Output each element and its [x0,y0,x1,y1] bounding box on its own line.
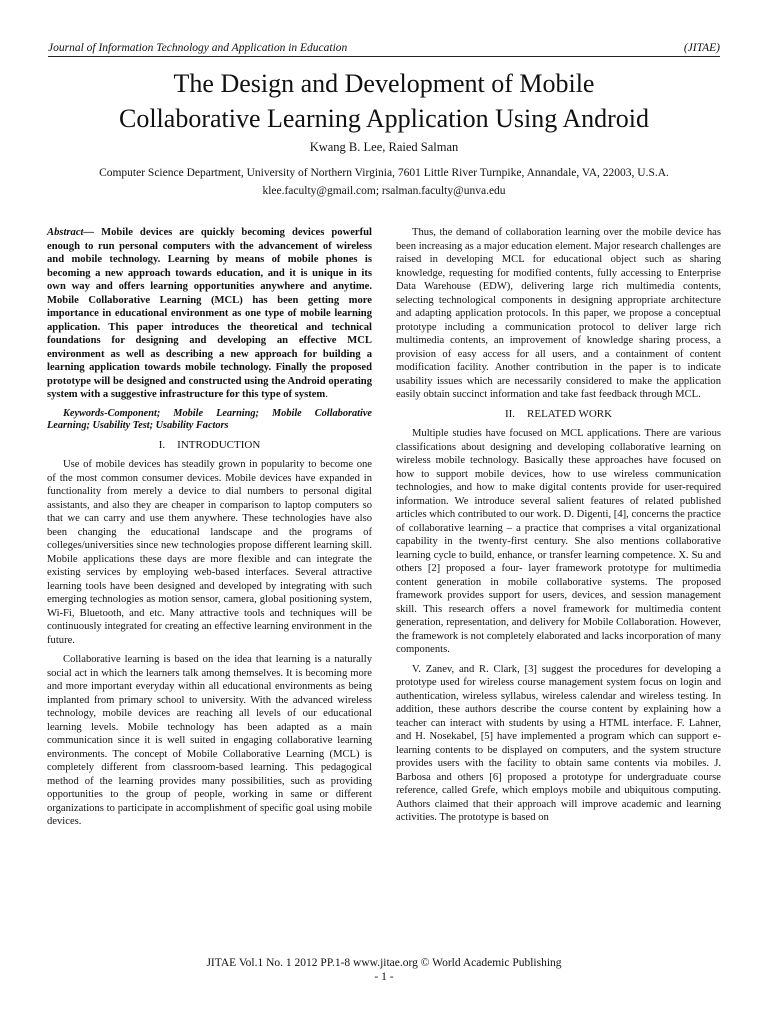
section-number: II. [504,407,516,420]
footer-citation: JITAE Vol.1 No. 1 2012 PP.1-8 www.jitae.org © World Academic Publishing [206,957,562,969]
abstract-tail: . [325,389,328,400]
section-title: INTRODUCTION [177,438,261,451]
section-title: RELATED WORK [527,407,613,420]
affiliation [40,164,728,200]
related-paragraph-2: V. Zanev, and R. Clark, [3] suggest the procedures for developing a prototype used for wireless course management system focus on login and authentication, wireless syllabus, wireless calendar and wireless testing. In addition, these authors describe the course content by explaining how a teacher can interact with students by using a HTML interface. F. Lahner, and H. Nosekabel, [5] have implemented a program which can support e-learning contents to be displayed on computers, and the system structure provides users with the facility to obtain same contents via mobiles. J. Barbosa and others [6] proposed a prototype for undergraduate course reference, called Grefe, which employs mobile and ubiquitous computing. Authors claimed that their approach will improve academic and learning activities. The prototype is based on [396,663,721,823]
abstract-lead: Abstract— [47,227,95,238]
title-line-1: The Design and Development of Mobile [173,69,595,98]
authors: Kwang B. Lee, Raied Salman [309,140,459,154]
running-header [48,42,720,57]
related-paragraph-1: Multiple studies have focused on MCL applications. There are various classifications about designing and developing collaborative learning on wireless mobile technology. Basically these approaches have focused on how to support mobile devices, how to use wireless communication technologies, and how to make digital contents provide for user-required information. We introduce several salient features of related published articles which contributed to our work. D. Digenti, [4], concerns the practice of collaborative learning – a practice that comprises a vital organizational capability in the twenty-first century. She also mentions collaborative learning cycle to build, enhance, or transfer learning competence. X. Su and others [2] proposed a four- layer framework prototype for multimedia content generation in mobile collaborative systems. The proposed framework provides support for users, devices, and session management skill. This research offers a novel framework for multimedia content generation, representation, and delivery for Mobile Collaboration. However, the framework is not completely elaborated and lacks incorporation of many components. [396,428,721,655]
journal-name: Journal of Information Technology and Application in Education [48,42,348,54]
left-column [47,226,372,835]
journal-abbrev: (JITAE) [683,42,720,54]
page-footer [40,956,728,984]
paper-title [40,66,728,136]
section-heading-related-work [396,408,721,422]
intro-paragraph-3: Thus, the demand of collaboration learning over the mobile device has been increasing as a major education element. Major research challenges are raised in developing MCL for educational object such as sharing knowledge, requesting for modified contents, fully accessing to Enterprise Data Warehouse (EDW), delivering large rich multimedia contents, selecting technological components in designing appropriate architecture and adapting application protocols. In this paper, we propose a conceptual prototype including a communication protocol to deliver large rich multimedia contents, an improvement of knowledge sharing process, a provision of easy access for all users, and a containment of content modification facility. Another contribution in the paper is to indicate usability issues which are necessarily considered to make the application easily obtain succinct information and take fast feedback through MCL. [396,227,721,400]
affiliation-address: Computer Science Department, University of Northern Virginia, 7601 Little River Turnpike, Annandale, VA, 22003, U.S.A. [99,167,669,179]
right-column [396,226,721,831]
abstract [47,226,372,402]
author-emails: klee.faculty@gmail.com; rsalman.faculty@unva.edu [262,185,506,197]
section-heading-introduction [47,439,372,453]
intro-paragraph-1: Use of mobile devices has steadily grown in popularity to become one of the most common consumer devices. Mobile devices have expanded in functionality from merely a device to dial numbers to personal digital assistants, and also they are cheaper in comparison to laptop computers so that we can carry and use them anywhere. These technologies have also been changing the educational landscape and the programs of colleges/universities since new technologies propose different learning skill. Mobile applications these days are more flexible and can integrate the existing services by employing web-based interfaces. Several attractive learning tools have been designed and developed by integrating with such emerging technologies as motion sensor, camera, global positioning system, Wi-Fi, Bluetooth, and etc. Many attractive tools and techniques will be continuously integrated for creating an effective learning environment in the future. [47,459,372,646]
keywords: Keywords-Component; Mobile Learning; Mobile Collaborative Learning; Usability Test; Usability Factors [47,407,372,431]
intro-paragraph-2: Collaborative learning is based on the idea that learning is a naturally social act in which the learners talk among themselves. It is becoming more and more important everyday within all educational environments as being implanted from primary school to university. With the advanced wireless technology, mobile devices are reaching all levels of our educational learning levels. Mobile technology has been adapted as a main communication since it is well suited in engaging collaborative learning environments. The concept of Mobile Collaborative Learning (MCL) is completely different from classroom-based learning. This pedagogical method of the learning provides many possibilities, such as providing opportunities to the group of people, working in same or different organizations to participate in accomplishment of specific goal using mobile devices. [47,654,372,827]
abstract-body: Mobile devices are quickly becoming devices powerful enough to run personal computers with the advancement of wireless and mobile technology. Learning by means of mobile phones is becoming a new approach towards education, and it is unique in its own way and offers learning opportunities anywhere and anytime. Mobile Collaborative Learning (MCL) has been getting more importance in educational environment as one type of mobile learning application. This paper introduces the theoretical and technical foundations for designing and developing an effective MCL environment as well as describing a new approach for building a learning application towards mobile technology. Finally the proposed prototype will be designed and constructed using the Android operating system with a suggestive infrastructure for this type of system [47,227,372,400]
page-number: - 1 - [374,971,394,983]
title-line-2: Collaborative Learning Application Using Android [118,104,650,133]
section-number: I. [158,438,166,451]
